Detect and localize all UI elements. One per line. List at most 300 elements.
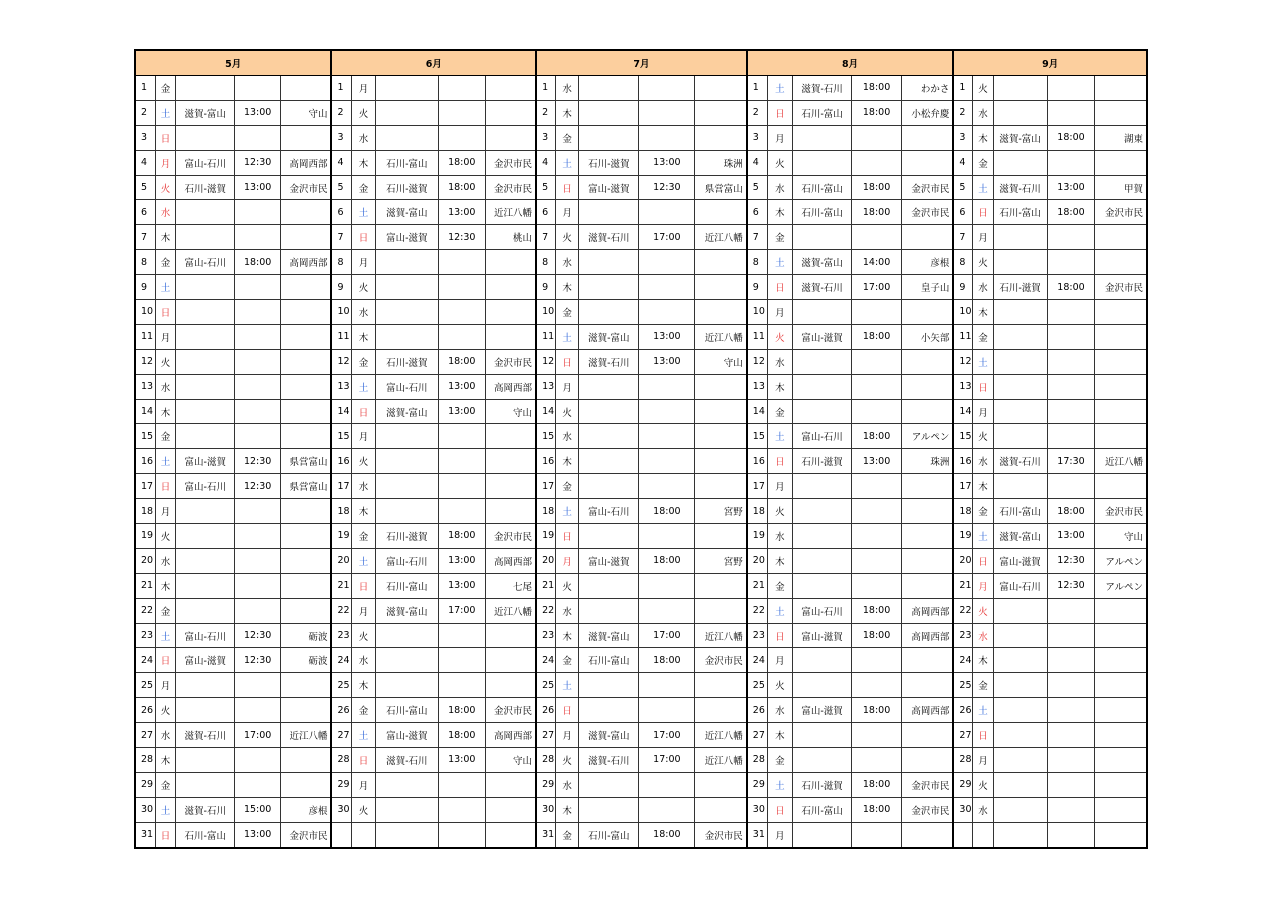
day-number-cell: 5 xyxy=(135,175,155,200)
start-time-cell xyxy=(852,474,902,499)
weekday-cell: 月 xyxy=(155,324,175,349)
day-number-cell: 14 xyxy=(331,399,351,424)
match-cell xyxy=(176,598,235,623)
start-time-cell xyxy=(639,125,695,150)
weekday-cell: 水 xyxy=(155,374,175,399)
match-cell: 富山-滋賀 xyxy=(793,623,852,648)
day-number-cell: 15 xyxy=(331,424,351,449)
venue-cell: 守山 xyxy=(485,748,536,773)
day-number-cell: 12 xyxy=(135,349,155,374)
day-number-cell: 28 xyxy=(536,748,555,773)
day-number-cell: 25 xyxy=(953,673,972,698)
start-time-cell xyxy=(639,598,695,623)
match-cell: 石川-滋賀 xyxy=(579,150,639,175)
start-time-cell: 18:00 xyxy=(1047,275,1095,300)
match-cell xyxy=(993,673,1047,698)
weekday-cell: 土 xyxy=(973,698,993,723)
venue-cell xyxy=(1095,648,1147,673)
venue-cell: 県営富山 xyxy=(695,175,747,200)
weekday-cell: 金 xyxy=(352,524,375,549)
match-cell xyxy=(993,797,1047,822)
venue-cell: 高岡西部 xyxy=(485,548,536,573)
weekday-cell: 水 xyxy=(352,648,375,673)
venue-cell xyxy=(485,623,536,648)
match-cell xyxy=(993,374,1047,399)
venue-cell: 珠洲 xyxy=(902,449,954,474)
start-time-cell: 17:00 xyxy=(639,723,695,748)
venue-cell: 近江八幡 xyxy=(695,748,747,773)
venue-cell xyxy=(1095,399,1147,424)
day-number-cell: 27 xyxy=(331,723,351,748)
weekday-cell: 水 xyxy=(352,474,375,499)
start-time-cell xyxy=(235,673,281,698)
match-cell xyxy=(176,275,235,300)
start-time-cell xyxy=(235,200,281,225)
weekday-cell: 水 xyxy=(555,76,578,101)
match-cell xyxy=(176,673,235,698)
start-time-cell: 13:00 xyxy=(438,748,485,773)
venue-cell xyxy=(281,76,332,101)
venue-cell xyxy=(695,772,747,797)
match-cell xyxy=(176,349,235,374)
day-number-cell: 6 xyxy=(747,200,767,225)
venue-cell: 近江八幡 xyxy=(695,324,747,349)
day-number-cell: 8 xyxy=(135,250,155,275)
weekday-cell: 月 xyxy=(973,225,993,250)
table-row xyxy=(135,598,1147,623)
start-time-cell xyxy=(852,349,902,374)
day-number-cell: 10 xyxy=(953,300,972,325)
start-time-cell xyxy=(852,524,902,549)
start-time-cell xyxy=(1047,374,1095,399)
day-number-cell: 8 xyxy=(747,250,767,275)
match-cell xyxy=(993,349,1047,374)
start-time-cell: 12:30 xyxy=(1047,573,1095,598)
match-cell: 滋賀-石川 xyxy=(375,748,438,773)
weekday-cell: 土 xyxy=(767,76,792,101)
weekday-cell: 月 xyxy=(155,150,175,175)
match-cell xyxy=(375,424,438,449)
weekday-cell: 日 xyxy=(973,723,993,748)
match-cell: 富山-滋賀 xyxy=(176,648,235,673)
venue-cell: 高岡西部 xyxy=(281,150,332,175)
day-number-cell: 13 xyxy=(331,374,351,399)
venue-cell xyxy=(695,300,747,325)
venue-cell xyxy=(902,399,954,424)
weekday-cell: 土 xyxy=(352,723,375,748)
match-cell: 石川-富山 xyxy=(993,499,1047,524)
table-row xyxy=(135,673,1147,698)
weekday-cell: 土 xyxy=(767,250,792,275)
start-time-cell xyxy=(438,648,485,673)
match-cell: 富山-石川 xyxy=(176,474,235,499)
match-cell xyxy=(993,225,1047,250)
start-time-cell: 18:00 xyxy=(852,175,902,200)
day-number-cell: 23 xyxy=(953,623,972,648)
venue-cell xyxy=(485,424,536,449)
weekday-cell: 日 xyxy=(352,748,375,773)
start-time-cell xyxy=(1047,723,1095,748)
venue-cell xyxy=(695,374,747,399)
match-cell xyxy=(793,399,852,424)
day-number-cell: 3 xyxy=(747,125,767,150)
weekday-cell: 火 xyxy=(352,797,375,822)
day-number-cell: 21 xyxy=(953,573,972,598)
start-time-cell xyxy=(438,100,485,125)
day-number-cell: 12 xyxy=(536,349,555,374)
match-cell: 滋賀-富山 xyxy=(375,399,438,424)
day-number-cell: 5 xyxy=(953,175,972,200)
match-cell: 石川-滋賀 xyxy=(176,175,235,200)
day-number-cell: 28 xyxy=(953,748,972,773)
start-time-cell xyxy=(235,324,281,349)
start-time-cell xyxy=(852,723,902,748)
day-number-cell: 17 xyxy=(135,474,155,499)
venue-cell xyxy=(1095,150,1147,175)
weekday-cell: 火 xyxy=(973,76,993,101)
match-cell: 石川-滋賀 xyxy=(793,449,852,474)
day-number-cell: 22 xyxy=(135,598,155,623)
weekday-cell: 日 xyxy=(973,548,993,573)
start-time-cell xyxy=(438,300,485,325)
day-number-cell: 7 xyxy=(135,225,155,250)
start-time-cell xyxy=(639,698,695,723)
match-cell xyxy=(993,100,1047,125)
start-time-cell: 18:00 xyxy=(438,150,485,175)
venue-cell xyxy=(281,300,332,325)
weekday-cell: 金 xyxy=(352,698,375,723)
weekday-cell: 月 xyxy=(555,548,578,573)
start-time-cell: 18:00 xyxy=(852,797,902,822)
day-number-cell: 24 xyxy=(331,648,351,673)
start-time-cell xyxy=(235,698,281,723)
match-cell: 富山-滋賀 xyxy=(375,723,438,748)
day-number-cell: 16 xyxy=(953,449,972,474)
venue-cell: わかさ xyxy=(902,76,954,101)
match-cell: 富山-滋賀 xyxy=(375,225,438,250)
day-number-cell: 23 xyxy=(135,623,155,648)
start-time-cell: 17:00 xyxy=(235,723,281,748)
venue-cell: 宮野 xyxy=(695,499,747,524)
day-number-cell: 15 xyxy=(953,424,972,449)
match-cell: 滋賀-富山 xyxy=(993,125,1047,150)
venue-cell xyxy=(485,300,536,325)
venue-cell: 近江八幡 xyxy=(281,723,332,748)
weekday-cell: 土 xyxy=(155,100,175,125)
day-number-cell: 29 xyxy=(747,772,767,797)
weekday-cell: 木 xyxy=(352,499,375,524)
match-cell: 滋賀-石川 xyxy=(793,275,852,300)
match-cell xyxy=(579,673,639,698)
venue-cell xyxy=(695,598,747,623)
venue-cell xyxy=(485,772,536,797)
weekday-cell: 日 xyxy=(155,474,175,499)
weekday-cell: 木 xyxy=(555,275,578,300)
venue-cell: 守山 xyxy=(695,349,747,374)
venue-cell: 金沢市民 xyxy=(1095,499,1147,524)
start-time-cell xyxy=(438,673,485,698)
match-cell xyxy=(176,76,235,101)
table-row xyxy=(135,449,1147,474)
day-number-cell: 5 xyxy=(747,175,767,200)
weekday-cell: 水 xyxy=(555,424,578,449)
weekday-cell: 日 xyxy=(155,300,175,325)
venue-cell xyxy=(281,200,332,225)
match-cell: 石川-富山 xyxy=(793,175,852,200)
match-cell xyxy=(176,424,235,449)
start-time-cell xyxy=(235,598,281,623)
day-number-cell: 4 xyxy=(953,150,972,175)
table-row xyxy=(135,200,1147,225)
day-number-cell: 25 xyxy=(135,673,155,698)
venue-cell xyxy=(1095,598,1147,623)
weekday-cell: 金 xyxy=(973,673,993,698)
day-number-cell: 6 xyxy=(331,200,351,225)
weekday-cell: 金 xyxy=(973,150,993,175)
weekday-cell: 水 xyxy=(767,698,792,723)
day-number-cell: 26 xyxy=(331,698,351,723)
start-time-cell: 18:00 xyxy=(1047,200,1095,225)
day-number-cell: 11 xyxy=(747,324,767,349)
weekday-cell: 土 xyxy=(973,175,993,200)
start-time-cell xyxy=(639,797,695,822)
venue-cell xyxy=(281,374,332,399)
weekday-cell: 土 xyxy=(555,673,578,698)
day-number-cell: 2 xyxy=(953,100,972,125)
day-number-cell: 19 xyxy=(953,524,972,549)
venue-cell xyxy=(281,275,332,300)
start-time-cell xyxy=(639,100,695,125)
day-number-cell: 3 xyxy=(953,125,972,150)
match-cell xyxy=(793,474,852,499)
match-cell xyxy=(579,797,639,822)
match-cell xyxy=(993,623,1047,648)
venue-cell xyxy=(1095,723,1147,748)
match-cell: 富山-滋賀 xyxy=(579,175,639,200)
start-time-cell: 12:30 xyxy=(438,225,485,250)
day-number-cell: 30 xyxy=(747,797,767,822)
start-time-cell: 12:30 xyxy=(235,150,281,175)
start-time-cell xyxy=(438,822,485,847)
weekday-cell: 木 xyxy=(767,548,792,573)
venue-cell: 彦根 xyxy=(902,250,954,275)
start-time-cell: 12:30 xyxy=(235,648,281,673)
start-time-cell xyxy=(438,275,485,300)
weekday-cell: 土 xyxy=(973,349,993,374)
start-time-cell xyxy=(1047,772,1095,797)
weekday-cell: 火 xyxy=(767,150,792,175)
match-cell xyxy=(579,399,639,424)
match-cell xyxy=(375,100,438,125)
day-number-cell: 2 xyxy=(135,100,155,125)
weekday-cell: 木 xyxy=(352,150,375,175)
table-row xyxy=(135,573,1147,598)
match-cell xyxy=(993,474,1047,499)
weekday-cell: 木 xyxy=(767,374,792,399)
weekday-cell: 月 xyxy=(352,598,375,623)
start-time-cell: 18:00 xyxy=(852,76,902,101)
weekday-cell: 金 xyxy=(155,598,175,623)
venue-cell: アルペン xyxy=(1095,548,1147,573)
weekday-cell: 水 xyxy=(555,772,578,797)
start-time-cell xyxy=(235,548,281,573)
day-number-cell: 1 xyxy=(331,76,351,101)
day-number-cell: 9 xyxy=(135,275,155,300)
weekday-cell: 水 xyxy=(767,175,792,200)
venue-cell xyxy=(902,225,954,250)
day-number-cell: 31 xyxy=(536,822,555,847)
day-number-cell: 15 xyxy=(536,424,555,449)
venue-cell: 桃山 xyxy=(485,225,536,250)
venue-cell xyxy=(1095,797,1147,822)
weekday-cell xyxy=(973,822,993,847)
venue-cell xyxy=(1095,474,1147,499)
match-cell: 石川-富山 xyxy=(793,100,852,125)
venue-cell: 金沢市民 xyxy=(485,175,536,200)
day-number-cell: 25 xyxy=(536,673,555,698)
venue-cell xyxy=(902,573,954,598)
match-cell: 石川-富山 xyxy=(993,200,1047,225)
match-cell xyxy=(375,474,438,499)
start-time-cell xyxy=(1047,797,1095,822)
match-cell: 富山-石川 xyxy=(176,150,235,175)
start-time-cell xyxy=(235,374,281,399)
start-time-cell xyxy=(639,474,695,499)
match-cell xyxy=(993,723,1047,748)
match-cell xyxy=(793,822,852,847)
start-time-cell xyxy=(1047,225,1095,250)
start-time-cell xyxy=(852,150,902,175)
weekday-cell: 月 xyxy=(767,648,792,673)
match-cell: 富山-滋賀 xyxy=(579,548,639,573)
weekday-cell: 木 xyxy=(352,673,375,698)
venue-cell: 七尾 xyxy=(485,573,536,598)
day-number-cell: 17 xyxy=(331,474,351,499)
weekday-cell: 日 xyxy=(555,524,578,549)
start-time-cell xyxy=(438,76,485,101)
start-time-cell xyxy=(438,474,485,499)
weekday-cell: 木 xyxy=(555,100,578,125)
venue-cell: 金沢市民 xyxy=(695,648,747,673)
start-time-cell xyxy=(1047,623,1095,648)
weekday-cell: 日 xyxy=(767,623,792,648)
day-number-cell: 22 xyxy=(331,598,351,623)
day-number-cell: 18 xyxy=(747,499,767,524)
day-number-cell: 25 xyxy=(747,673,767,698)
weekday-cell: 月 xyxy=(767,474,792,499)
day-number-cell: 7 xyxy=(536,225,555,250)
venue-cell xyxy=(485,648,536,673)
weekday-cell: 水 xyxy=(155,548,175,573)
venue-cell: 甲賀 xyxy=(1095,175,1147,200)
match-cell xyxy=(375,125,438,150)
weekday-cell: 木 xyxy=(555,797,578,822)
start-time-cell xyxy=(235,300,281,325)
venue-cell xyxy=(281,772,332,797)
start-time-cell: 13:00 xyxy=(639,349,695,374)
start-time-cell xyxy=(852,399,902,424)
venue-cell xyxy=(281,125,332,150)
match-cell: 石川-富山 xyxy=(375,573,438,598)
venue-cell xyxy=(695,424,747,449)
start-time-cell xyxy=(1047,598,1095,623)
match-cell xyxy=(375,648,438,673)
weekday-cell: 金 xyxy=(155,250,175,275)
schedule-table xyxy=(134,49,1148,849)
day-number-cell: 8 xyxy=(953,250,972,275)
venue-cell: 近江八幡 xyxy=(485,200,536,225)
start-time-cell: 17:00 xyxy=(438,598,485,623)
start-time-cell: 17:00 xyxy=(639,225,695,250)
day-number-cell: 12 xyxy=(747,349,767,374)
weekday-cell: 月 xyxy=(352,772,375,797)
venue-cell xyxy=(485,76,536,101)
venue-cell: 彦根 xyxy=(281,797,332,822)
venue-cell xyxy=(281,748,332,773)
venue-cell: 金沢市民 xyxy=(485,524,536,549)
start-time-cell xyxy=(235,499,281,524)
venue-cell xyxy=(1095,250,1147,275)
day-number-cell: 23 xyxy=(536,623,555,648)
match-cell: 富山-石川 xyxy=(793,598,852,623)
start-time-cell xyxy=(1047,648,1095,673)
weekday-cell: 日 xyxy=(973,200,993,225)
table-row xyxy=(135,324,1147,349)
table-row xyxy=(135,499,1147,524)
start-time-cell: 18:00 xyxy=(639,822,695,847)
start-time-cell xyxy=(639,275,695,300)
table-row xyxy=(135,275,1147,300)
day-number-cell: 26 xyxy=(536,698,555,723)
weekday-cell: 木 xyxy=(973,300,993,325)
day-number-cell: 10 xyxy=(135,300,155,325)
table-row xyxy=(135,76,1147,101)
match-cell xyxy=(793,225,852,250)
start-time-cell: 18:00 xyxy=(852,598,902,623)
start-time-cell xyxy=(852,499,902,524)
day-number-cell: 27 xyxy=(953,723,972,748)
match-cell xyxy=(375,76,438,101)
match-cell xyxy=(375,673,438,698)
weekday-cell: 火 xyxy=(352,623,375,648)
weekday-cell: 火 xyxy=(973,772,993,797)
start-time-cell xyxy=(438,797,485,822)
day-number-cell: 8 xyxy=(331,250,351,275)
venue-cell xyxy=(485,250,536,275)
weekday-cell: 木 xyxy=(767,723,792,748)
day-number-cell: 23 xyxy=(747,623,767,648)
start-time-cell xyxy=(235,275,281,300)
weekday-cell: 金 xyxy=(555,648,578,673)
venue-cell xyxy=(485,822,536,847)
match-cell xyxy=(375,300,438,325)
match-cell: 石川-富山 xyxy=(375,150,438,175)
weekday-cell: 日 xyxy=(555,175,578,200)
start-time-cell: 13:00 xyxy=(639,324,695,349)
match-cell: 石川-富山 xyxy=(579,648,639,673)
weekday-cell: 木 xyxy=(973,474,993,499)
start-time-cell xyxy=(639,449,695,474)
weekday-cell: 火 xyxy=(555,573,578,598)
day-number-cell: 11 xyxy=(331,324,351,349)
match-cell xyxy=(176,300,235,325)
match-cell xyxy=(176,524,235,549)
start-time-cell xyxy=(852,225,902,250)
weekday-cell: 水 xyxy=(352,125,375,150)
day-number-cell: 25 xyxy=(331,673,351,698)
start-time-cell xyxy=(639,673,695,698)
month-header-june: 6月 xyxy=(331,50,536,76)
